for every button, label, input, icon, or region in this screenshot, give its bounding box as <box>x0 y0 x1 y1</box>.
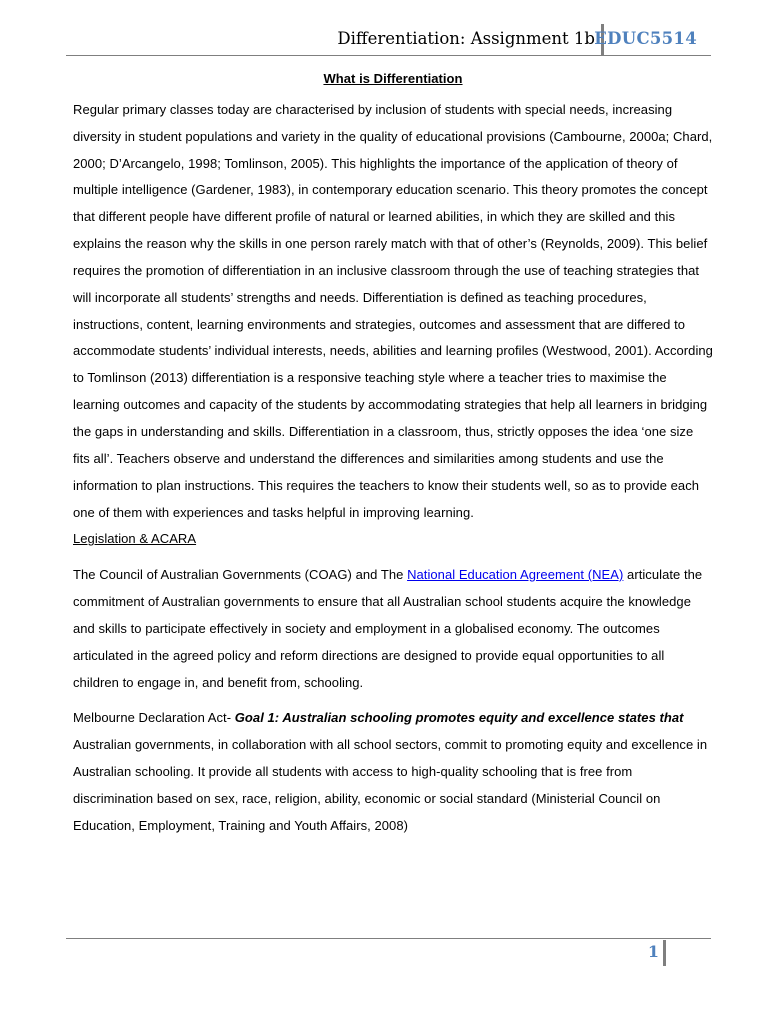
melbourne-body: Australian governments, in collaboration with all school sectors, commit to promoting equity and excellence in Australian schooling. It provide all students with access to high-quality schooling that is free from discrimination based on sex, race, religion, ability, economic or social standard (Ministerial Council on Education, Employment, Training and Youth Affairs, 2008) <box>73 737 708 833</box>
nea-link[interactable]: National Education Agreement (NEA) <box>407 567 624 583</box>
document-title: What is Differentiation <box>323 71 463 86</box>
page-number: 1 <box>647 942 659 961</box>
document-body <box>73 66 713 840</box>
footer-rule <box>66 938 711 939</box>
coag-paragraph <box>73 562 713 696</box>
course-code: EDUC5514 <box>594 29 697 48</box>
goal-statement: Goal 1: Australian schooling promotes equity and excellence states that <box>234 710 684 726</box>
header-title: Differentiation: Assignment 1b <box>337 29 595 48</box>
page-footer <box>66 938 711 966</box>
intro-paragraph: Regular primary classes today are characterised by inclusion of students with special needs, increasing diversity in student populations and variety in the quality of educational provisions (Cambourne, 2000a; Chard, 2000; D’Arcangelo, 1998; Tomlinson, 2005). This highlights the importance of the application of theory of multiple intelligence (Gardener, 1983), in contemporary education scenario. This theory promotes the concept that different people have different profile of natural or learned abilities, in which they are skilled and this explains the reason why the skills in one person rarely match with that of other’s (Reynolds, 2009). This belief requires the promotion of differentiation in an inclusive classroom through the use of teaching strategies that will incorporate all students’ strengths and needs. Differentiation is defined as teaching procedures, instructions, content, learning environments and strategies, outcomes and assessment that are differed to accommodate students’ individual interests, needs, abilities and learning profiles (Westwood, 2001). According to Tomlinson (2013) differentiation is a responsive teaching style where a teacher tries to maximise the learning outcomes and capacity of the students by accommodating strategies that help all learners in bridging the gaps in understanding and skills. Differentiation in a classroom, thus, strictly opposes the idea ‘one size fits all’. Teachers observe and understand the differences and similarities among students and use the information to plan instructions. This requires the teachers to know their students well, so as to provide each one of them with experiences and tasks helpful in improving learning. <box>73 101 713 520</box>
coag-text-end: articulate the commitment of Australian governments to ensure that all Australian school students acquire the knowledge and skills to participate effectively in society and employment in a globalised economy. The outcomes articulated in the agreed policy and reform directions are designed to provide equal opportunities to all children to engage in, and benefit from, schooling. <box>73 567 703 690</box>
footer-separator <box>663 940 666 966</box>
coag-text-start: The Council of Australian Governments (COAG) and The <box>73 567 408 583</box>
header-rule <box>66 55 711 56</box>
melbourne-lead: Melbourne Declaration Act- <box>73 710 235 726</box>
melbourne-paragraph <box>73 705 713 839</box>
page-header <box>66 24 711 56</box>
section-heading: Legislation & ACARA <box>73 531 197 547</box>
